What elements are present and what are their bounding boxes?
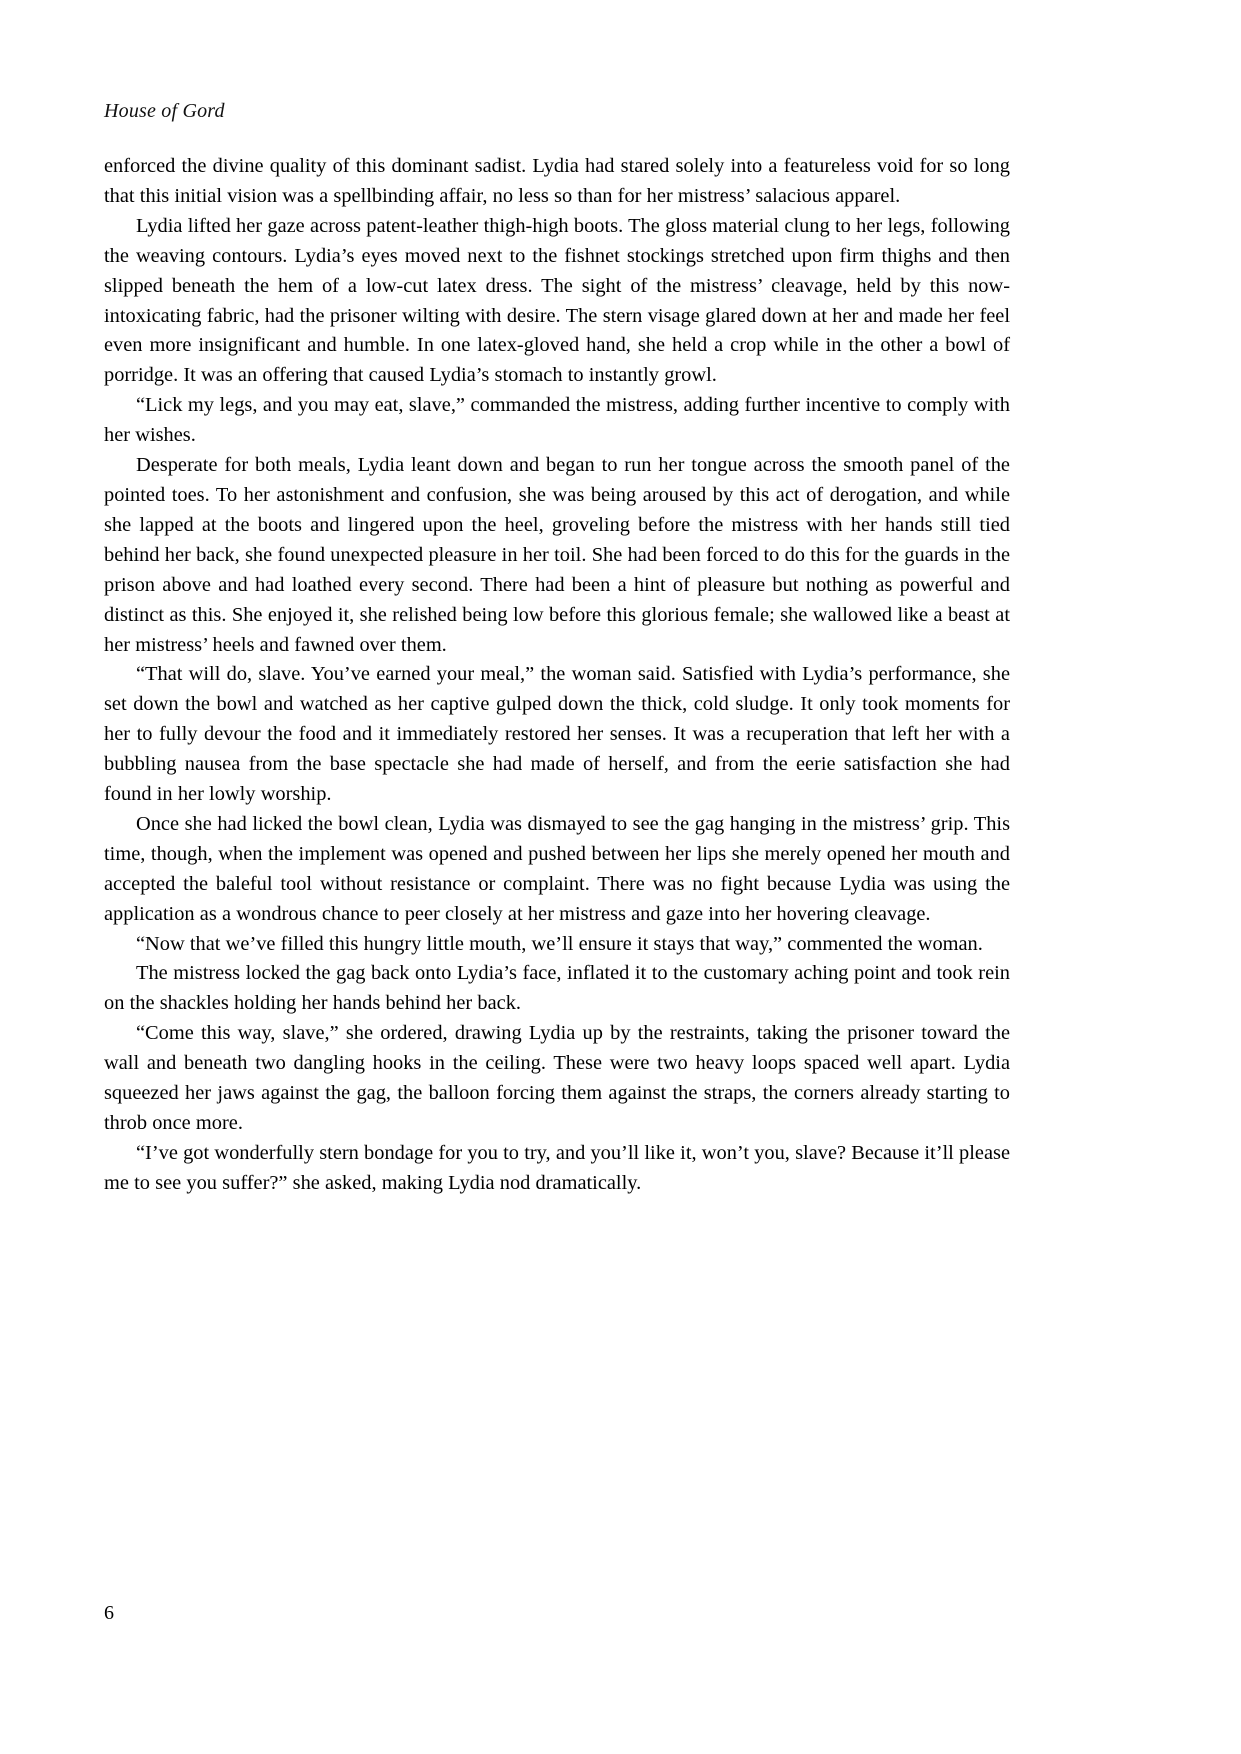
- paragraph: “Come this way, slave,” she ordered, drawing Lydia up by the restraints, taking the prisoner toward the wall and beneath two dangling hooks in the ceiling. These were two heavy loops spaced well apart. Lydia squeezed her jaws against the gag, the balloon forcing them against the straps, the corners already starting to throb once more.: [104, 1022, 1010, 1134]
- paragraph: “That will do, slave. You’ve earned your meal,” the woman said. Satisfied with Lydia’s performance, she set down the bowl and watched as her captive gulped down the thick, cold sludge. It only took moments for her to fully devour the food and it immediately restored her senses. It was a recuperation that left her with a bubbling nausea from the base spectacle she had made of herself, and from the eerie satisfaction she had found in her lowly worship.: [104, 663, 1010, 806]
- paragraph: Lydia lifted her gaze across patent-leather thigh-high boots. The gloss material clung to her legs, following the weaving contours. Lydia’s eyes moved next to the fishnet stockings stretched upon firm thighs and then slipped beneath the hem of a low-cut latex dress. The sight of the mistress’ cleavage, held by this now-intoxicating fabric, had the prisoner wilting with desire. The stern visage glared down at her and made her feel even more insignificant and humble. In one latex-gloved hand, she held a crop while in the other a bowl of porridge. It was an offering that caused Lydia’s stomach to instantly growl.: [104, 214, 1010, 387]
- paragraph: “Lick my legs, and you may eat, slave,” commanded the mistress, adding further incentive to comply with her wishes.: [104, 394, 1010, 447]
- paragraph: enforced the divine quality of this dominant sadist. Lydia had stared solely into a featureless void for so long that this initial vision was a spellbinding affair, no less so than for her mistress’ salacious apparel.: [104, 155, 1010, 207]
- paragraph: “I’ve got wonderfully stern bondage for you to try, and you’ll like it, won’t you, slave? Because it’ll please me to see you suffer?” she asked, making Lydia nod dramatically.: [104, 1141, 1010, 1194]
- paragraph: The mistress locked the gag back onto Lydia’s face, inflated it to the customary aching point and took rein on the shackles holding her hands behind her back.: [104, 962, 1010, 1015]
- running-head: House of Gord: [104, 100, 225, 122]
- body-text-block: [104, 152, 1010, 1199]
- paragraph: “Now that we’ve filled this hungry little mouth, we’ll ensure it stays that way,” commented the woman.: [136, 932, 983, 955]
- paragraph: Desperate for both meals, Lydia leant down and began to run her tongue across the smooth panel of the pointed toes. To her astonishment and confusion, she was being aroused by this act of derogation, and while she lapped at the boots and lingered upon the heel, groveling before the mistress with her hands still tied behind her back, she found unexpected pleasure in her toil. She had been forced to do this for the guards in the prison above and had loathed every second. There had been a hint of pleasure but nothing as powerful and distinct as this. She enjoyed it, she relished being low before this glorious female; she wallowed like a beast at her mistress’ heels and fawned over them.: [104, 454, 1010, 656]
- paragraph: Once she had licked the bowl clean, Lydia was dismayed to see the gag hanging in the mistress’ grip. This time, though, when the implement was opened and pushed between her lips she merely opened her mouth and accepted the baleful tool without resistance or complaint. There was no fight because Lydia was using the application as a wondrous chance to peer closely at her mistress and gaze into her hovering cleavage.: [104, 812, 1010, 925]
- page-number: 6: [104, 1602, 114, 1624]
